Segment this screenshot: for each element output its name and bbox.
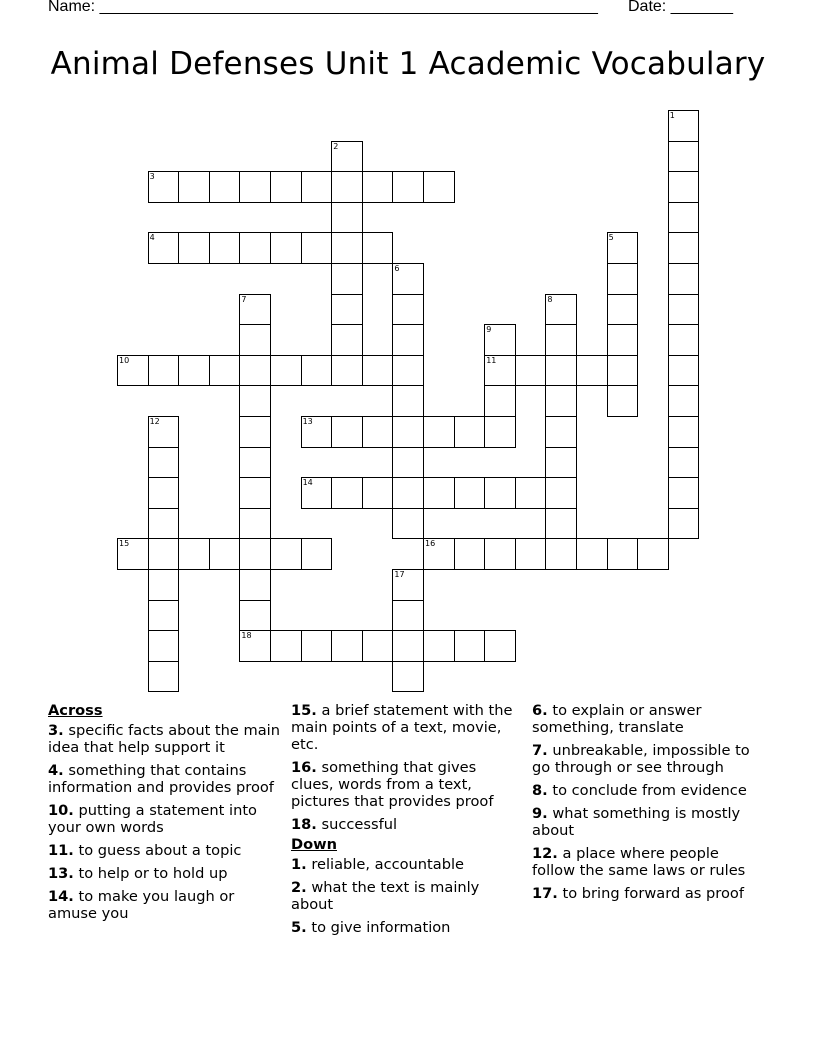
grid-cell[interactable] [484,355,516,387]
grid-cell[interactable] [423,477,455,509]
grid-cell[interactable] [545,538,577,570]
grid-cell[interactable] [301,630,333,662]
grid-cell[interactable] [454,630,486,662]
grid-cell[interactable] [239,416,271,448]
clue-number-label: 8. [532,782,548,799]
clue-item [291,816,513,833]
grid-cell[interactable] [331,202,363,234]
grid-cell[interactable] [484,324,516,356]
grid-cell[interactable] [239,477,271,509]
clue-item [291,759,513,810]
clue-text: to explain or answer something, translate [532,702,702,736]
clue-number-label: 16. [291,759,317,776]
grid-cell[interactable] [392,630,424,662]
grid-cell[interactable] [423,630,455,662]
grid-cell[interactable] [668,416,700,448]
grid-cell[interactable] [668,385,700,417]
grid-cell[interactable] [148,416,180,448]
grid-cell[interactable] [454,538,486,570]
grid-cell[interactable] [362,171,394,203]
grid-cell[interactable] [148,630,180,662]
grid-cell[interactable] [392,171,424,203]
clue-text: something that gives clues, words from a text, pictures that provides proof [291,759,494,810]
clue-number: 1 [669,111,675,120]
clue-number: 10 [119,355,130,365]
clue-number: 6 [394,264,400,273]
grid-cell[interactable] [392,294,424,326]
clue-number: 17 [394,570,405,579]
clue-number-label: 6. [532,702,548,719]
clue-number-label: 14. [48,888,74,905]
grid-cell[interactable] [668,355,700,387]
grid-cell[interactable] [239,294,271,326]
grid-cell[interactable] [392,600,424,632]
grid-cell[interactable] [239,538,271,570]
clue-number-label: 13. [48,865,74,882]
clue-item [291,856,513,873]
grid-cell[interactable] [239,508,271,540]
clue-item [532,885,764,902]
clue-number-label: 12. [532,845,558,862]
clue-text: what the text is mainly about [291,879,480,913]
grid-cell[interactable] [668,202,700,234]
grid-cell[interactable] [270,355,302,387]
clue-item [532,805,764,839]
grid-cell[interactable] [515,538,547,570]
grid-cell[interactable] [637,538,669,570]
grid-cell[interactable] [331,324,363,356]
grid-cell[interactable] [239,447,271,479]
grid-cell[interactable] [423,538,455,570]
grid-cell[interactable] [668,263,700,295]
grid-cell[interactable] [668,110,700,142]
clues-column-2 [291,702,513,942]
clue-number: 18 [241,631,252,641]
grid-cell[interactable] [301,538,333,570]
grid-cell[interactable] [148,355,180,387]
clue-number-label: 17. [532,885,558,902]
grid-cell[interactable] [515,355,547,387]
grid-cell[interactable] [301,477,333,509]
grid-cell[interactable] [117,538,149,570]
clue-text: to conclude from evidence [552,782,747,799]
down-heading: Down [291,836,338,853]
grid-cell[interactable] [331,294,363,326]
grid-cell[interactable] [423,171,455,203]
grid-cell[interactable] [668,171,700,203]
grid-cell[interactable] [148,171,180,203]
clue-text: successful [321,816,398,833]
grid-cell[interactable] [239,324,271,356]
clue-item [48,802,284,836]
grid-cell[interactable] [148,508,180,540]
grid-cell[interactable] [545,508,577,540]
grid-cell[interactable] [545,416,577,448]
grid-cell[interactable] [484,385,516,417]
grid-cell[interactable] [668,447,700,479]
grid-cell[interactable] [148,661,180,693]
clue-number: 11 [486,355,497,365]
grid-cell[interactable] [148,477,180,509]
clue-text: to bring forward as proof [562,885,744,902]
clue-item [48,842,284,859]
clue-item [532,845,764,879]
grid-cell[interactable] [148,538,180,570]
grid-cell[interactable] [668,232,700,264]
clue-number: 3 [149,172,155,182]
grid-cell[interactable] [209,232,241,264]
grid-cell[interactable] [239,600,271,632]
grid-cell[interactable] [607,538,639,570]
grid-cell[interactable] [148,600,180,632]
grid-cell[interactable] [270,232,302,264]
grid-cell[interactable] [607,355,639,387]
clue-item [291,919,513,936]
clue-text: a brief statement with the main points of a text, movie, etc. [291,702,513,753]
grid-cell[interactable] [239,355,271,387]
grid-cell[interactable] [331,171,363,203]
clue-number-label: 9. [532,805,548,822]
grid-cell[interactable] [392,385,424,417]
grid-cell[interactable] [178,355,210,387]
grid-cell[interactable] [607,232,639,264]
grid-cell[interactable] [392,569,424,601]
grid-cell[interactable] [239,385,271,417]
clue-number-label: 18. [291,816,317,833]
clue-number: 12 [149,417,160,426]
grid-cell[interactable] [270,538,302,570]
grid-cell[interactable] [301,171,333,203]
clue-item [48,762,284,796]
across-heading: Across [48,702,103,719]
grid-cell[interactable] [362,355,394,387]
grid-cell[interactable] [668,141,700,173]
grid-cell[interactable] [607,324,639,356]
grid-cell[interactable] [362,416,394,448]
clue-text: a place where people follow the same laws or rules [532,845,746,879]
clue-number-label: 15. [291,702,317,719]
clue-text: what something is mostly about [532,805,741,839]
clue-number-label: 2. [291,879,307,896]
grid-cell[interactable] [484,538,516,570]
clue-number: 15 [119,539,130,549]
grid-cell[interactable] [392,447,424,479]
grid-cell[interactable] [576,355,608,387]
grid-cell[interactable] [331,477,363,509]
grid-cell[interactable] [301,416,333,448]
grid-cell[interactable] [148,232,180,264]
grid-cell[interactable] [209,538,241,570]
grid-cell[interactable] [668,477,700,509]
clue-number-label: 1. [291,856,307,873]
grid-cell[interactable] [484,630,516,662]
grid-cell[interactable] [301,355,333,387]
grid-cell[interactable] [178,171,210,203]
grid-cell[interactable] [392,416,424,448]
clue-item [532,702,764,736]
grid-cell[interactable] [239,630,271,662]
clue-number-label: 10. [48,802,74,819]
clue-number-label: 7. [532,742,548,759]
clue-number: 5 [608,233,614,243]
grid-cell[interactable] [545,477,577,509]
grid-cell[interactable] [209,171,241,203]
clue-number: 9 [486,325,492,335]
clue-text: unbreakable, impossible to go through or see through [532,742,750,776]
grid-cell[interactable] [239,569,271,601]
grid-cell[interactable] [331,232,363,264]
grid-cell[interactable] [209,355,241,387]
grid-cell[interactable] [576,538,608,570]
clue-number: 8 [547,294,553,304]
date-label: Date: _______ [628,0,733,15]
clue-number: 16 [425,539,436,549]
grid-cell[interactable] [392,324,424,356]
grid-cell[interactable] [270,171,302,203]
grid-cell[interactable] [270,630,302,662]
grid-cell[interactable] [331,355,363,387]
clue-number: 4 [149,233,155,243]
clue-text: reliable, accountable [311,856,465,873]
grid-cell[interactable] [668,324,700,356]
clue-number-label: 11. [48,842,74,859]
grid-cell[interactable] [239,171,271,203]
grid-cell[interactable] [331,416,363,448]
grid-cell[interactable] [392,477,424,509]
clue-text: to help or to hold up [78,865,228,882]
grid-cell[interactable] [362,232,394,264]
grid-cell[interactable] [178,232,210,264]
clue-text: to guess about a topic [78,842,242,859]
grid-cell[interactable] [148,447,180,479]
grid-cell[interactable] [545,324,577,356]
grid-cell[interactable] [545,447,577,479]
grid-cell[interactable] [607,385,639,417]
grid-cell[interactable] [484,477,516,509]
grid-cell[interactable] [331,263,363,295]
page-title: Animal Defenses Unit 1 Academic Vocabulary [50,46,766,82]
grid-cell[interactable] [484,416,516,448]
grid-cell[interactable] [668,508,700,540]
grid-cell[interactable] [454,477,486,509]
clue-number-label: 3. [48,722,64,739]
clue-number: 14 [302,478,313,488]
grid-cell[interactable] [515,477,547,509]
clue-item [48,888,284,922]
grid-cell[interactable] [545,294,577,326]
clue-number-label: 5. [291,919,307,936]
clue-item [48,865,284,882]
clue-item [532,782,764,799]
grid-cell[interactable] [331,141,363,173]
clue-text: specific facts about the main idea that help support it [48,722,280,756]
clues-column-1 [48,702,284,928]
grid-cell[interactable] [148,569,180,601]
clue-item [291,702,513,753]
grid-cell[interactable] [239,232,271,264]
grid-cell[interactable] [362,630,394,662]
clues-column-3 [532,702,764,908]
grid-cell[interactable] [607,263,639,295]
grid-cell[interactable] [392,263,424,295]
grid-cell[interactable] [607,294,639,326]
clue-item [532,742,764,776]
clue-text: something that contains information and provides proof [48,762,274,796]
grid-cell[interactable] [362,477,394,509]
grid-cell[interactable] [392,661,424,693]
grid-cell[interactable] [545,385,577,417]
name-label: Name: ________________________________________________________ [48,0,598,15]
clue-text: to give information [311,919,451,936]
grid-cell[interactable] [392,355,424,387]
grid-cell[interactable] [423,416,455,448]
grid-cell[interactable] [545,355,577,387]
grid-cell[interactable] [117,355,149,387]
clue-number: 2 [333,141,339,151]
clue-item [291,879,513,913]
clue-text: putting a statement into your own words [48,802,257,836]
grid-cell[interactable] [301,232,333,264]
grid-cell[interactable] [392,508,424,540]
grid-cell[interactable] [454,416,486,448]
grid-cell[interactable] [668,294,700,326]
clue-number: 13 [302,417,313,426]
clue-item [48,722,284,756]
grid-cell[interactable] [331,630,363,662]
clue-text: to make you laugh or amuse you [48,888,235,922]
clue-number: 7 [241,294,247,304]
grid-cell[interactable] [178,538,210,570]
clue-number-label: 4. [48,762,64,779]
